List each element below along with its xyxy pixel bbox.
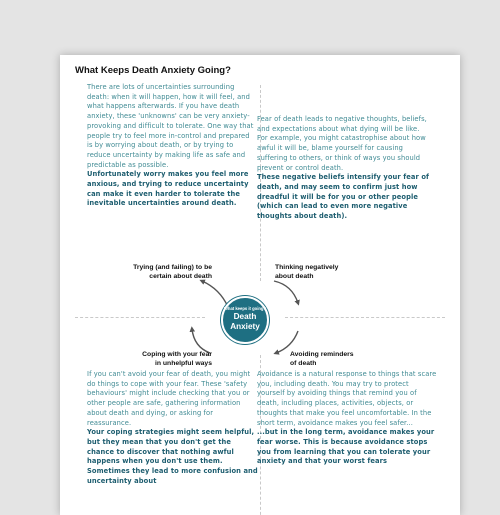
worksheet-page — [60, 55, 460, 515]
center-label-line2: Anxiety — [230, 322, 260, 331]
quadrant-coping-intro: If you can't avoid your fear of death, you might do things to cope with your fear. These 'safety behaviours' might include checking that you or other people are safe, gathering information about death and dying, or asking for reassurance. — [87, 370, 251, 427]
factor-coping-label: Coping with your fear in unhelpful ways — [142, 351, 212, 367]
quadrant-negative-thinking-intro: Fear of death leads to negative thoughts, beliefs, and expectations about what dying will be like. For example, you might catastrophise about how awful it will be, blame yourself for causing suffering to others, or think of ways you should prevent or control death. — [257, 115, 427, 172]
arrow-bottom-left — [192, 329, 210, 353]
quadrant-negative-thinking-emphasis: These negative beliefs intensify your fear of death, and may seem to confirm just how dreadful it will be for you or other people (which can lead to even more negative thoughts about death). — [257, 173, 430, 221]
cycle-arrows — [60, 55, 460, 515]
quadrant-avoidance-intro: Avoidance is a natural response to things that scare you, including death. You may try to protect yourself by avoiding things that remind you of death, including places, activities, objects, or thoughts that make you feel uncomfortable. In the short term, avoidance makes you feel safer... — [257, 370, 437, 427]
arrow-top-left — [202, 281, 228, 307]
quadrant-certainty-emphasis: Unfortunately worry makes you feel more anxious, and trying to reduce uncertainty can make it even harder to tolerate the inevitable uncertainties around death. — [87, 170, 249, 208]
center-question: What keeps it going? — [223, 306, 267, 311]
quadrant-coping-emphasis: Your coping strategies might seem helpful, but they mean that you don't get the chance to discover that nothing awful happens when you don't use them. Sometimes they lead to more confusion and uncertainty about — [87, 428, 258, 485]
factor-negative-thinking-label: Thinking negatively about death — [275, 264, 339, 280]
factor-certainty-label: Trying (and failing) to be certain about death — [133, 264, 212, 280]
factor-avoidance-label: Avoiding reminders of death — [290, 351, 354, 367]
quadrant-certainty-intro: There are lots of uncertainties surrounding death: when it will happen, how it will feel, and what happens afterwards. If you have death anxiety, these 'unknowns' can be very anxiety-provoking and difficult to tolerate. One way that people try to feel more in-control and prepared is by worrying about death, or by trying to reduce uncertainty by making life as safe and predictable as possible. — [87, 83, 254, 169]
center-label-line1: Death — [233, 312, 257, 321]
arrow-top-right — [274, 281, 298, 303]
quadrant-avoidance-emphasis: ...but in the long term, avoidance makes your fear worse. This is because avoidance stops you from learning that you can tolerate your anxiety and that your worst fears — [257, 428, 435, 466]
death-anxiety-circle — [221, 296, 269, 344]
page-title: What Keeps Death Anxiety Going? — [75, 65, 231, 76]
arrow-bottom-right — [276, 331, 298, 353]
